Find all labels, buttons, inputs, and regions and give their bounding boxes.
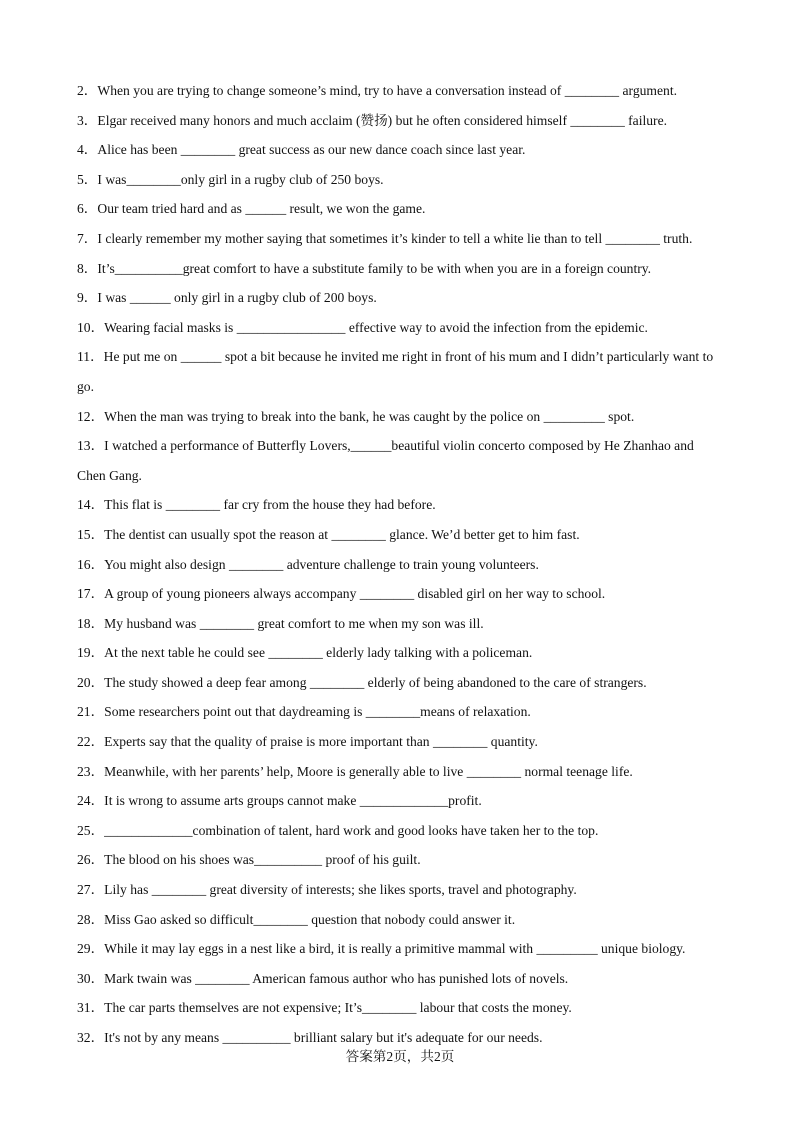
question-item: 15．The dentist can usually spot the reason at ________ glance. We’d better get to him fast. bbox=[77, 526, 580, 542]
question-item: 12．When the man was trying to break into the bank, he was caught by the police on _________ spot. bbox=[77, 408, 635, 424]
question-item: 24．It is wrong to assume arts groups cannot make _____________profit. bbox=[77, 793, 482, 809]
question-item: 30．Mark twain was ________ American famous author who has punished lots of novels. bbox=[77, 970, 569, 986]
question-item: 19．At the next table he could see ________ elderly lady talking with a policeman. bbox=[77, 645, 533, 661]
question-item: 10．Wearing facial masks is ________________ effective way to avoid the infection from the epidemic. bbox=[77, 319, 648, 335]
question-item: 16．You might also design ________ adventure challenge to train young volunteers. bbox=[77, 556, 539, 572]
question-item: 25．_____________combination of talent, hard work and good looks have taken her to the top. bbox=[77, 822, 599, 838]
question-item: 31．The car parts themselves are not expensive; It’s________ labour that costs the money. bbox=[77, 1000, 572, 1016]
question-item: 4．Alice has been ________ great success as our new dance coach since last year. bbox=[77, 142, 526, 158]
question-item: 5．I was________only girl in a rugby club of 250 boys. bbox=[77, 171, 384, 187]
question-list bbox=[77, 76, 725, 1053]
question-item: 27．Lily has ________ great diversity of interests; she likes sports, travel and photography. bbox=[77, 882, 577, 898]
question-item: 14．This flat is ________ far cry from the house they had before. bbox=[77, 497, 436, 513]
question-item: 11．He put me on ______ spot a bit because he invited me right in front of his mum and I didn’t particularly want to go. bbox=[77, 349, 714, 394]
question-item: 18．My husband was ________ great comfort to me when my son was ill. bbox=[77, 615, 484, 631]
question-item: 7．I clearly remember my mother saying that sometimes it’s kinder to tell a white lie than to tell ________ truth. bbox=[77, 230, 693, 246]
question-item: 32．It's not by any means __________ brilliant salary but it's adequate for our needs. bbox=[77, 1030, 543, 1045]
question-item: 23．Meanwhile, with her parents’ help, Moore is generally able to live ________ normal teenage life. bbox=[77, 763, 633, 779]
question-item: 29．While it may lay eggs in a nest like a bird, it is really a primitive mammal with _________ unique biology. bbox=[77, 941, 686, 957]
question-item: 17．A group of young pioneers always accompany ________ disabled girl on her way to school. bbox=[77, 586, 606, 602]
question-item: 28．Miss Gao asked so difficult________ question that nobody could answer it. bbox=[77, 911, 516, 927]
question-item: 9．I was ______ only girl in a rugby club of 200 boys. bbox=[77, 290, 377, 306]
question-item: 22．Experts say that the quality of praise is more important than ________ quantity. bbox=[77, 734, 538, 750]
question-item: 8．It’s__________great comfort to have a substitute family to be with when you are in a foreign country. bbox=[77, 260, 652, 276]
question-item: 21．Some researchers point out that daydreaming is ________means of relaxation. bbox=[77, 704, 531, 720]
question-item: 2．When you are trying to change someone’s mind, try to have a conversation instead of ________ argument. bbox=[77, 83, 677, 98]
question-item: 20．The study showed a deep fear among ________ elderly of being abandoned to the care of strangers. bbox=[77, 674, 647, 690]
question-item: 26．The blood on his shoes was__________ proof of his guilt. bbox=[77, 852, 421, 868]
page-footer: 答案第2页，共2页 bbox=[345, 1049, 455, 1064]
question-item: 6．Our team tried hard and as ______ result, we won the game. bbox=[77, 201, 426, 217]
question-item: 13．I watched a performance of Butterfly Lovers,______beautiful violin concerto composed by He Zhanhao and Chen Gang. bbox=[77, 438, 694, 483]
question-item: 3．Elgar received many honors and much acclaim (赞扬) but he often considered himself ________ failure. bbox=[77, 112, 668, 128]
